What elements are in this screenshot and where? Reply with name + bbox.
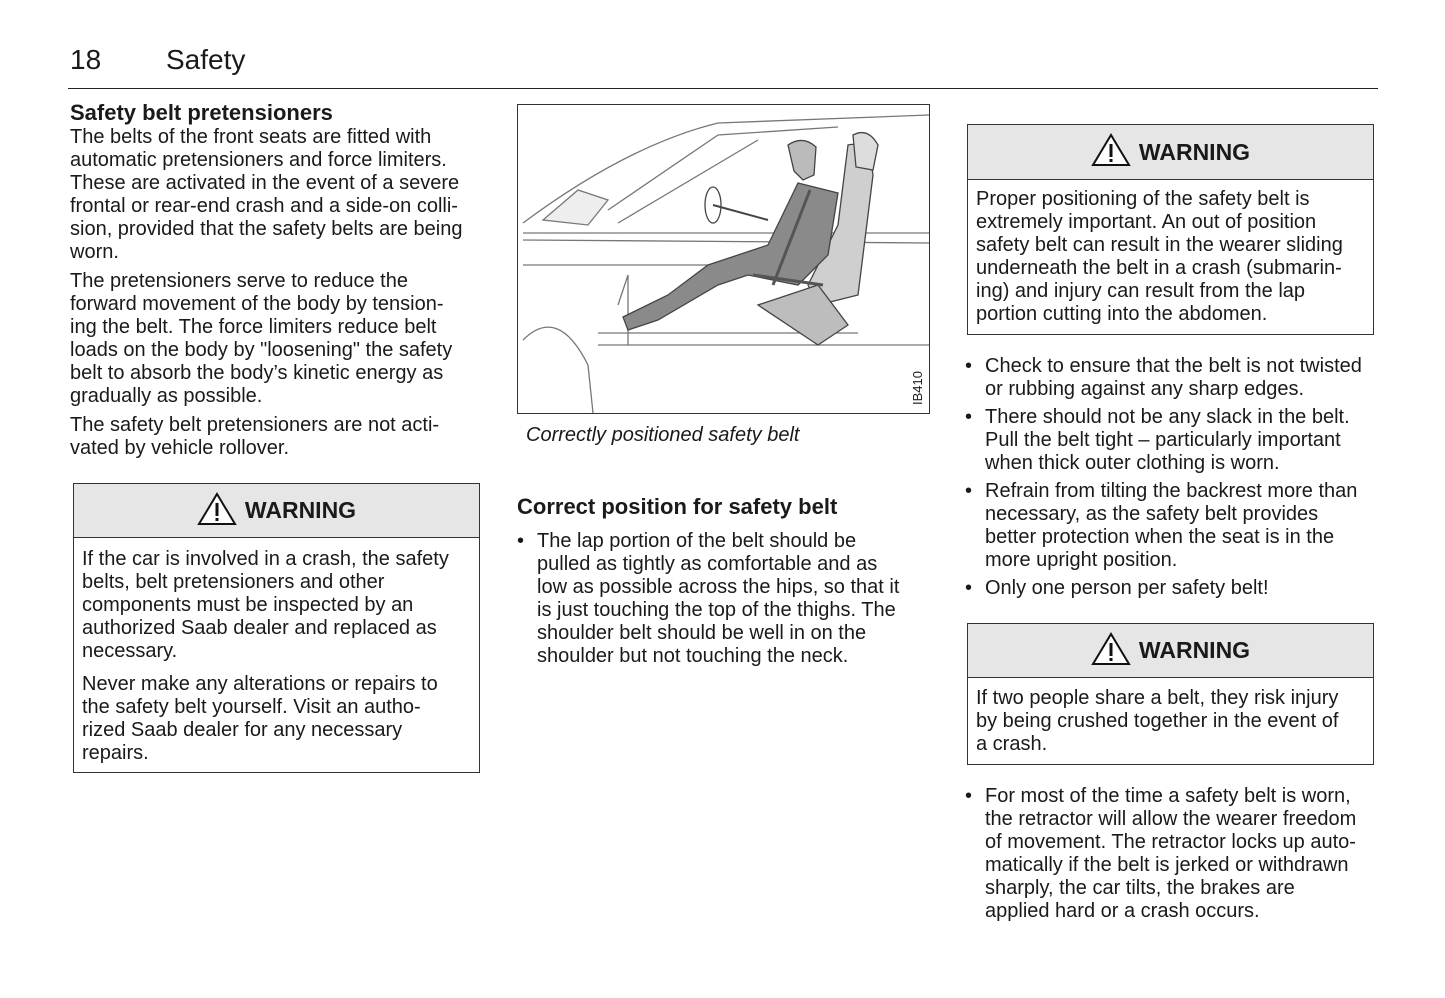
figure-code: IB410 [910, 371, 925, 405]
text-line: applied hard or a crash occurs. [985, 900, 1260, 922]
column-3-bullets-2 [965, 785, 1385, 928]
bullet-text [985, 577, 1385, 600]
car-seat-drawing [518, 105, 929, 413]
text-line: The lap portion of the belt should be [537, 530, 857, 552]
warning-header [968, 125, 1373, 180]
warning-box [967, 623, 1374, 765]
text-line: The belts of the front seats are fitted with [70, 126, 432, 148]
text-line: automatic pretensioners and force limiters. [70, 149, 447, 171]
bullet-text [985, 406, 1385, 475]
bullet-list [517, 530, 937, 668]
text-line: more upright position. [985, 549, 1178, 571]
text-line: is just touching the top of the thighs. The [537, 599, 896, 621]
text-line: matically if the belt is jerked or withdrawn [985, 854, 1349, 876]
text-line: rized Saab dealer for any necessary [82, 719, 403, 741]
text-line: shoulder but not touching the neck. [537, 645, 849, 667]
warning-body [968, 678, 1373, 762]
text-line: Never make any alterations or repairs to [82, 673, 438, 695]
warning-body [74, 538, 479, 777]
bullet-text [985, 785, 1385, 923]
warning-paragraph [976, 188, 1365, 326]
section-title: Safety [166, 44, 246, 75]
warning-box [73, 483, 480, 773]
text-line: These are activated in the event of a severe [70, 172, 460, 194]
text-line: belt to absorb the body’s kinetic energy as [70, 362, 444, 384]
text-line: Check to ensure that the belt is not twisted [985, 355, 1362, 377]
bullet-icon: • [965, 406, 973, 428]
bullet-list [965, 785, 1385, 923]
text-line: frontal or rear-end crash and a side-on colli- [70, 195, 458, 217]
warning-header [74, 484, 479, 538]
bullet-item [517, 530, 937, 668]
bullet-icon: • [965, 577, 973, 599]
warning-triangle-icon [1091, 632, 1131, 670]
text-line: by being crushed together in the event of [976, 710, 1339, 732]
bullet-item [965, 355, 1385, 401]
warning-paragraph [82, 673, 471, 765]
text-line: better protection when the seat is in the [985, 526, 1335, 548]
text-line: If two people share a belt, they risk injury [976, 687, 1339, 709]
text-line: ing the belt. The force limiters reduce belt [70, 316, 437, 338]
column-1 [70, 100, 490, 466]
text-line: worn. [70, 241, 119, 263]
text-line: necessary. [82, 640, 178, 662]
bullet-icon: • [965, 480, 973, 502]
text-line: sion, provided that the safety belts are being [70, 218, 463, 240]
bullet-item [965, 406, 1385, 475]
bullet-list [965, 355, 1385, 600]
text-line: authorized Saab dealer and replaced as [82, 617, 437, 639]
section-heading: Safety belt pretensioners [70, 100, 333, 125]
paragraph [70, 414, 490, 460]
warning-body [968, 180, 1373, 332]
paragraph [70, 126, 490, 264]
column-3-bullets [965, 355, 1385, 605]
text-line: sharply, the car tilts, the brakes are [985, 877, 1295, 899]
text-line: For most of the time a safety belt is worn, [985, 785, 1351, 807]
text-line: safety belt can result in the wearer sliding [976, 234, 1343, 256]
text-line: forward movement of the body by tension- [70, 293, 444, 315]
bullet-text [537, 530, 937, 668]
text-line: underneath the belt in a crash (submarin- [976, 257, 1342, 279]
text-line: repairs. [82, 742, 149, 764]
text-line: the retractor will allow the wearer freedom [985, 808, 1357, 830]
text-line: loads on the body by "loosening" the safety [70, 339, 453, 361]
paragraph [70, 270, 490, 408]
warning-paragraph [82, 548, 471, 663]
warning-title: WARNING [1138, 637, 1251, 663]
seat-belt-illustration [517, 104, 930, 414]
text-line: Refrain from tilting the backrest more than [985, 480, 1358, 502]
bullet-text [985, 480, 1385, 572]
text-line: Proper positioning of the safety belt is [976, 188, 1310, 210]
warning-header [968, 624, 1373, 678]
warning-box [967, 124, 1374, 335]
bullet-icon: • [965, 355, 973, 377]
text-line: extremely important. An out of position [976, 211, 1317, 233]
text-line: shoulder belt should be well in on the [537, 622, 867, 644]
text-line: ing) and injury can result from the lap [976, 280, 1306, 302]
text-line: If the car is involved in a crash, the safety [82, 548, 449, 570]
page-number: 18 [70, 44, 102, 75]
bullet-icon: • [517, 530, 525, 552]
text-line: when thick outer clothing is worn. [985, 452, 1280, 474]
text-line: low as possible across the hips, so that it [537, 576, 900, 598]
text-line: The safety belt pretensioners are not acti- [70, 414, 440, 436]
header-rule [68, 88, 1378, 89]
text-line: belts, belt pretensioners and other [82, 571, 385, 593]
bullet-item [965, 480, 1385, 572]
bullet-text [985, 355, 1385, 401]
warning-title: WARNING [1138, 138, 1251, 165]
text-line: pulled as tightly as comfortable and as [537, 553, 878, 575]
figure-caption: Correctly positioned safety belt [526, 424, 800, 446]
warning-triangle-icon [197, 492, 237, 530]
bullet-item [965, 785, 1385, 923]
bullet-icon: • [965, 785, 973, 807]
text-line: necessary, as the safety belt provides [985, 503, 1319, 525]
warning-title: WARNING [244, 497, 357, 523]
text-line: The pretensioners serve to reduce the [70, 270, 408, 292]
text-line: a crash. [976, 733, 1048, 755]
text-line: There should not be any slack in the belt. [985, 406, 1350, 428]
text-line: vated by vehicle rollover. [70, 437, 290, 459]
text-line: Only one person per safety belt! [985, 577, 1269, 599]
section-heading: Correct position for safety belt [517, 494, 838, 519]
warning-triangle-icon [1091, 133, 1131, 171]
text-line: of movement. The retractor locks up auto- [985, 831, 1356, 853]
text-line: Pull the belt tight – particularly important [985, 429, 1341, 451]
column-2-section [517, 494, 937, 673]
text-line: components must be inspected by an [82, 594, 414, 616]
text-line: portion cutting into the abdomen. [976, 303, 1268, 325]
warning-paragraph [976, 687, 1365, 756]
bullet-item [965, 577, 1385, 600]
text-line: the safety belt yourself. Visit an autho- [82, 696, 421, 718]
text-line: or rubbing against any sharp edges. [985, 378, 1305, 400]
text-line: gradually as possible. [70, 385, 263, 407]
